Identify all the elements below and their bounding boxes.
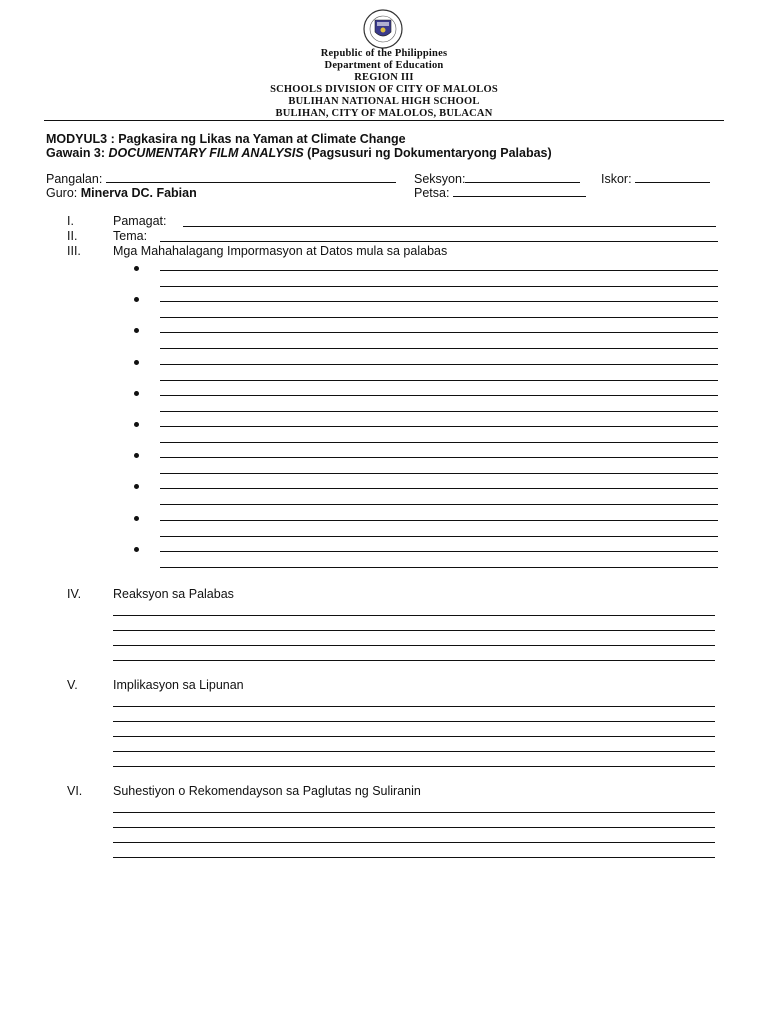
iskor-field (601, 172, 710, 187)
reaksyon-answer-line[interactable] (113, 660, 715, 661)
pangalan-blank[interactable] (106, 172, 396, 183)
section-1-number: I. (67, 214, 74, 228)
section-5-label: Implikasyon sa Lipunan (113, 678, 244, 692)
section-3-number: III. (67, 244, 81, 258)
section-4-number: IV. (67, 587, 82, 601)
suhestiyon-answer-line[interactable] (113, 812, 715, 813)
section-6-number: VI. (67, 784, 83, 798)
bullet-answer-line[interactable] (160, 348, 718, 349)
activity-prefix: Gawain 3: (46, 146, 109, 160)
bullet-answer-line[interactable] (160, 488, 718, 489)
bullet-answer-line[interactable] (160, 567, 718, 568)
deped-seal-icon (358, 8, 408, 50)
section-6-label: Suhestiyon o Rekomendayson sa Paglutas ng Suliranin (113, 784, 421, 798)
bullet-answer-line[interactable] (160, 270, 718, 271)
school-header (0, 48, 768, 120)
guro-label: Guro: (46, 186, 78, 200)
header-line-department: Department of Education (324, 60, 444, 71)
implikasyon-answer-line[interactable] (113, 721, 715, 722)
implikasyon-answer-line[interactable] (113, 751, 715, 752)
pamagat-line[interactable] (183, 226, 716, 227)
header-line-region: REGION III (354, 72, 414, 83)
header-divider (44, 120, 724, 121)
bullet-icon (134, 484, 139, 489)
tema-line[interactable] (160, 241, 718, 242)
implikasyon-answer-line[interactable] (113, 766, 715, 767)
pangalan-label: Pangalan: (46, 172, 103, 186)
pangalan-field (46, 172, 396, 187)
header-line-school: BULIHAN NATIONAL HIGH SCHOOL (288, 96, 480, 107)
section-2-number: II. (67, 229, 78, 243)
header-line-republic: Republic of the Philippines (320, 48, 448, 59)
header-line-division: SCHOOLS DIVISION OF CITY OF MALOLOS (270, 84, 498, 95)
bullet-answer-line[interactable] (160, 395, 718, 396)
petsa-label: Petsa: (414, 186, 450, 200)
bullet-icon (134, 453, 139, 458)
bullet-answer-line[interactable] (160, 520, 718, 521)
bullet-icon (134, 391, 139, 396)
bullet-answer-line[interactable] (160, 457, 718, 458)
suhestiyon-answer-line[interactable] (113, 857, 715, 858)
bullet-answer-line[interactable] (160, 364, 718, 365)
bullet-icon (134, 547, 139, 552)
bullet-answer-line[interactable] (160, 380, 718, 381)
bullet-answer-line[interactable] (160, 504, 718, 505)
suhestiyon-answer-line[interactable] (113, 842, 715, 843)
iskor-label: Iskor: (601, 172, 632, 186)
petsa-blank[interactable] (453, 186, 586, 197)
section-4-label: Reaksyon sa Palabas (113, 587, 234, 601)
reaksyon-answer-line[interactable] (113, 645, 715, 646)
section-2-label: Tema: (113, 229, 148, 243)
bullet-icon (134, 266, 139, 271)
bullet-answer-line[interactable] (160, 426, 718, 427)
bullet-answer-line[interactable] (160, 442, 718, 443)
activity-title (46, 146, 552, 161)
bullet-answer-line[interactable] (160, 473, 718, 474)
seksyon-field (414, 172, 580, 187)
bullet-icon (134, 360, 139, 365)
suhestiyon-answer-line[interactable] (113, 827, 715, 828)
bullet-answer-line[interactable] (160, 317, 718, 318)
activity-suffix: (Pagsusuri ng Dokumentaryong Palabas) (303, 146, 552, 160)
reaksyon-answer-line[interactable] (113, 630, 715, 631)
reaksyon-answer-line[interactable] (113, 615, 715, 616)
seksyon-blank[interactable] (465, 172, 580, 183)
bullet-icon (134, 516, 139, 521)
header-line-address: BULIHAN, CITY OF MALOLOS, BULACAN (275, 108, 493, 119)
bullet-answer-line[interactable] (160, 332, 718, 333)
guro-value: Minerva DC. Fabian (80, 186, 197, 200)
bullet-icon (134, 422, 139, 427)
iskor-blank[interactable] (635, 172, 710, 183)
bullet-icon (134, 328, 139, 333)
section-3-label: Mga Mahahalagang Impormasyon at Datos mula sa palabas (113, 244, 448, 258)
petsa-field (414, 186, 586, 201)
guro-field (46, 186, 197, 201)
seksyon-label: Seksyon: (414, 172, 466, 186)
section-5-number: V. (67, 678, 78, 692)
module-title: MODYUL3 : Pagkasira ng Likas na Yaman at Climate Change (46, 132, 406, 146)
section-1-label: Pamagat: (113, 214, 167, 228)
bullet-answer-line[interactable] (160, 301, 718, 302)
bullet-answer-line[interactable] (160, 536, 718, 537)
bullet-answer-line[interactable] (160, 411, 718, 412)
bullet-answer-line[interactable] (160, 551, 718, 552)
implikasyon-answer-line[interactable] (113, 706, 715, 707)
bullet-answer-line[interactable] (160, 286, 718, 287)
activity-italic: DOCUMENTARY FILM ANALYSIS (108, 146, 304, 160)
implikasyon-answer-line[interactable] (113, 736, 715, 737)
bullet-icon (134, 297, 139, 302)
